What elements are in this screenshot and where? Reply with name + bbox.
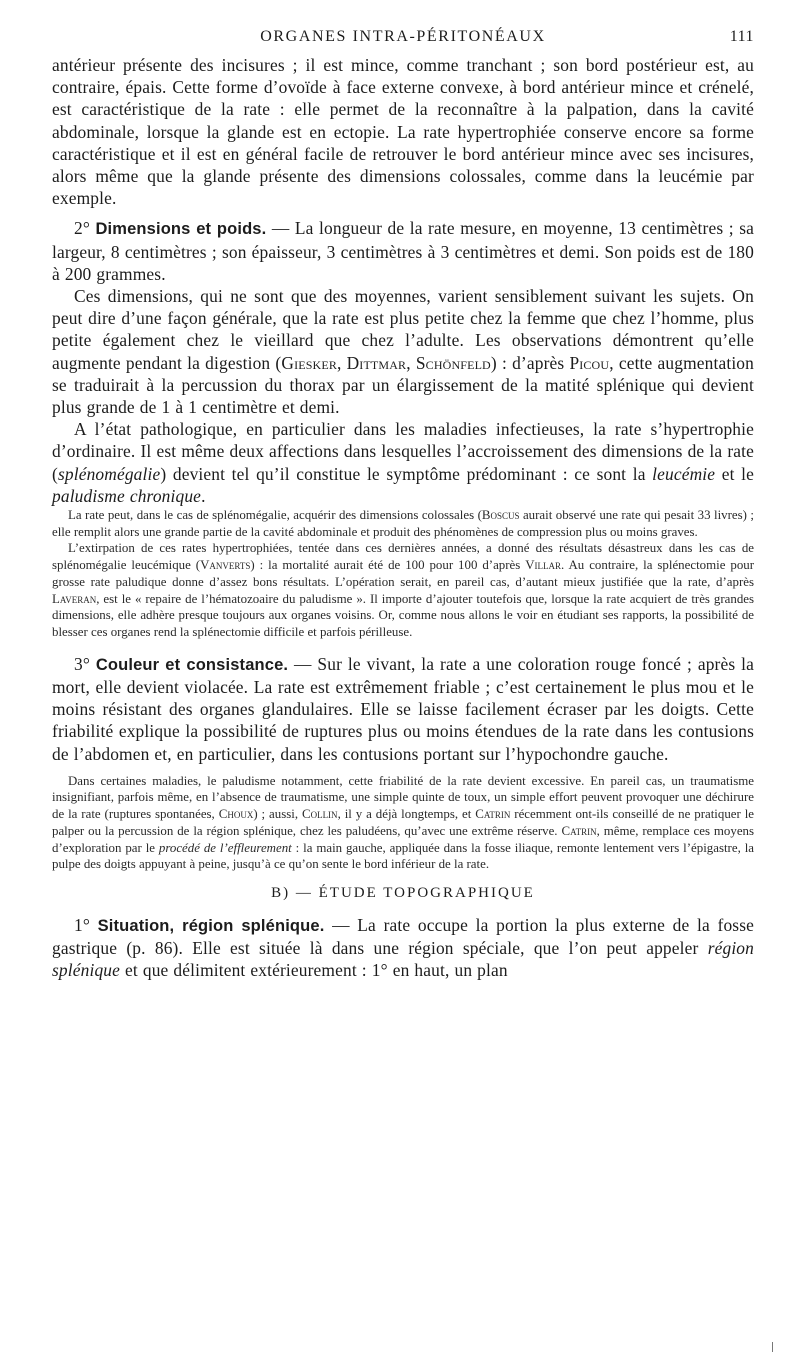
paragraph-dimensions-weight: 2° Dimensions et poids. — La longueur de la rate mesure, en moyenne, 13 centimètres ; sa largeur, 8 centimètres ; son épaisseur, 3 centimètres à 3 centimètres et demi. Son poids est de 180 à 200 grammes. <box>52 218 755 284</box>
paragraph-pathology: A l’état pathologique, en particulier dans les maladies infectieuses, la rate s’hypertrophie d’ordinaire. Il est même deux affections dans lesquelles l’accroissement des dimensions de la rate (splénomégalie) devient tel qu’il constitue le symptôme prédominant : ce sont la leucémie et le paludisme chronique. <box>52 419 754 506</box>
author-name: Vanverts <box>200 558 251 573</box>
note-friability: Dans certaines maladies, le paludisme notamment, cette friabilité de la rate devient excessive. En pareil cas, un traumatisme insignifiant, parfois même, en l’absence de traumatisme, une simple quinte de toux, un simple effort peuvent provoquer une déchirure de la rate (ruptures spontanées, Choux) ; aussi, Collin, il y a déjà longtemps, et Catrin récemment ont-ils conseillé de ne pratiquer le palper ou la percussion de la région splénique, chez les paludéens, qu’avec une extrême réserve. Catrin, même, remplace ces moyens d’exploration par le procédé de l’effleurement : la main gauche, appliquée dans la fosse iliaque, remonte lentement vers l’épigastre, la pulpe des doigts appuyant à peine, jusqu’à ce qu’on sente le bord inférieur de la rate. <box>52 773 755 872</box>
running-title: ORGANES INTRA-PÉRITONÉAUX <box>260 28 546 45</box>
note-splenectomy: L’extirpation de ces rates hypertrophiées, tentée dans ces dernières années, a donné des résultats désastreux dans les cas de splénomégalie leucémique (Vanverts) : la mortalité aurait été de 100 pour 100 d’après Villar. Au contraire, la splénectomie pour grosse rate paludique donne d’assez bons résultats. L’opération serait, en pareil cas, d’autant mieux justifiée que la rate, d’après Laveran, est le « repaire de l’hématozoaire du paludisme ». Il importe d’ajouter toutefois que, lorsque la rate acquiert de très grandes dimensions, elle adhère presque toujours aux organes voisins. Or, comme nous allons le voir en étudiant ses rapports, la possibilité de blesser ces organes rend la splénectomie difficile et parfois périlleuse. <box>52 541 755 639</box>
section-number: 3° <box>74 653 90 674</box>
italic-term: splénomégalie <box>57 463 161 484</box>
paragraph-situation: 1° Situation, région splénique. — La rate occupe la portion la plus externe de la fosse gastrique (p. 86). Elle est située là dans une région spéciale, que l’on peut appeler région splénique et que délimitent extérieurement : 1° en haut, un plan <box>52 914 755 981</box>
author-name: Collin <box>301 807 338 822</box>
section-heading-color: Couleur et consistance. <box>95 655 289 674</box>
author-name: Picou <box>569 352 610 373</box>
page-number: 111 <box>729 28 754 45</box>
running-head <box>52 22 754 54</box>
italic-term: paludisme chronique <box>52 485 202 506</box>
section-number: 2° <box>74 218 90 239</box>
section-title-topography: B) — ÉTUDE TOPOGRAPHIQUE <box>271 884 535 901</box>
author-name: Choux <box>218 807 254 822</box>
author-name: Villar <box>525 558 562 573</box>
italic-term: procédé de l’effleurement <box>158 840 292 855</box>
author-name: Catrin <box>561 823 597 838</box>
section-heading-dimensions: Dimensions et poids. <box>95 220 267 239</box>
paragraph-color-consistency: 3° Couleur et consistance. — Sur le vivant, la rate a une coloration rouge foncé ; après la mort, elle devient violacée. La rate est extrêmement friable ; c’est certainement le plus mou et le moins résistant des organes glandulaires. Elle se laisse facilement écraser par les doigts. Cette friabilité explique la possibilité de ruptures plus ou moins étendues de la rate dans les contusions de l’abdomen et, en particulier, dans les contusions portant sur l’hypochondre gauche. <box>52 653 754 764</box>
section-heading-situation: Situation, région splénique. <box>97 916 325 935</box>
section-number: 1° <box>74 914 90 935</box>
author-name: Boscus <box>481 508 520 523</box>
paragraph-shape-description: antérieur présente des incisures ; il est mince, comme tranchant ; son bord postérieur est, au contraire, épais. Cette forme d’ovoïde à face externe convexe, à bord antérieur mince et crénelé, est caractéristique de la rate : elle permet de la reconnaître à la palpation, dans la cavité abdominale, lorsque la glande est en ectopie. La rate hypertrophiée conserve encore sa forme caractéristique et il est en général facile de retrouver le bord antérieur mince avec ses incisures, alors même que la glande présente des dimensions colossales, comme dans la leucémie par exemple. <box>52 55 754 209</box>
italic-term: leucémie <box>652 463 716 484</box>
author-name: Laveran <box>52 591 97 606</box>
paragraph-dimension-variation: Ces dimensions, qui ne sont que des moyennes, varient sensiblement suivant les sujets. On peut dire d’une façon générale, que la rate est plus petite chez la femme que chez l’homme, plus petite également chez le vieillard que chez l’adulte. Les observations démontrent qu’elle augmente pendant la digestion (Giesker, Dittmar, Schönfeld) : d’après Picou, cette augmentation se traduirait à la percussion du thorax par un élargissement de la matité splénique qui devient plus grande de 1 à 1 centimètre et demi. <box>52 286 754 418</box>
book-page <box>52 22 754 982</box>
margin-mark <box>772 1342 773 1352</box>
author-name: Catrin <box>475 807 511 822</box>
italic-term: région splénique <box>52 938 754 981</box>
note-splenomegaly: La rate peut, dans le cas de splénomégalie, acquérir des dimensions colossales (Boscus aurait observé une rate qui pesait 33 livres) ; elle remplit alors une grande partie de la cavité abdominale et produit des phénomènes de compression plus ou moins graves. <box>52 508 754 539</box>
author-names: Giesker, Dittmar, Schönfeld <box>281 352 491 373</box>
